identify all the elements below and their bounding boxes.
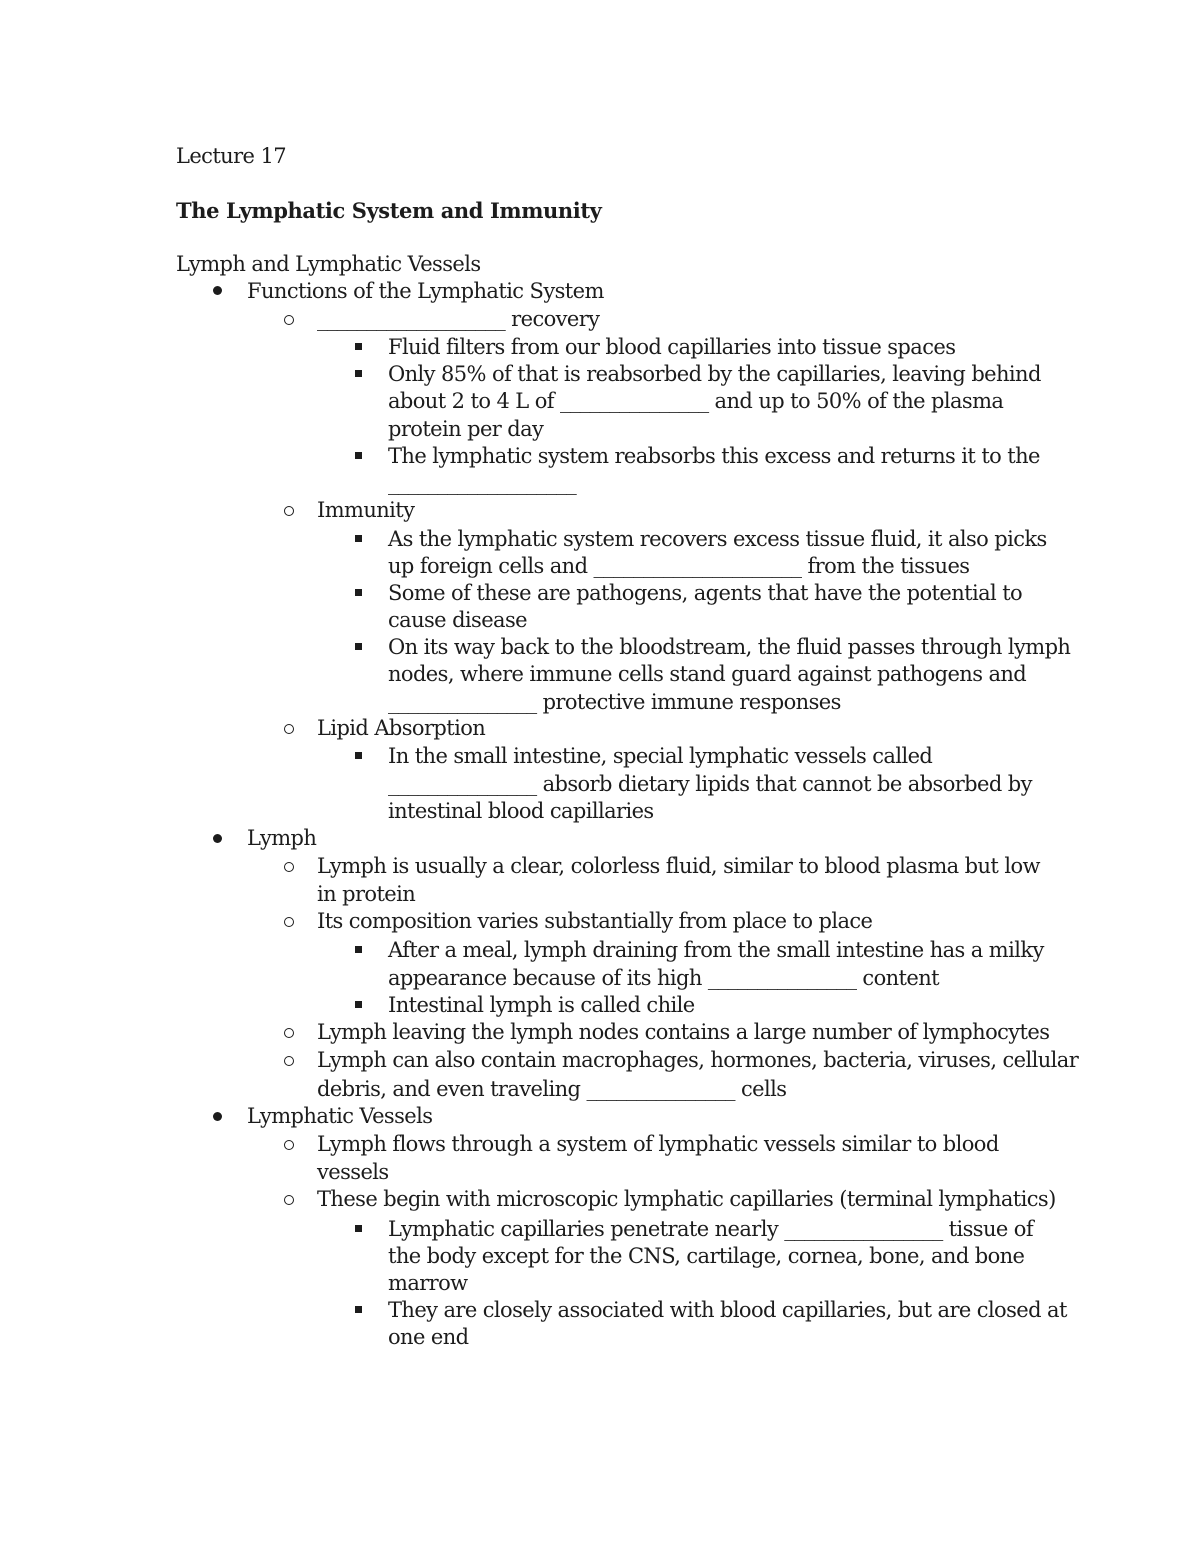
bullet-square-icon [355, 1001, 362, 1008]
bullet-square-icon [355, 343, 362, 350]
bullet-circle-icon [284, 724, 294, 734]
list-item: Lymph leaving the lymph nodes contains a large number of lymphocytes [317, 1020, 1050, 1044]
bullet-circle-icon [284, 506, 294, 516]
list-item-continued: ___________________ [388, 471, 577, 495]
bullet-circle-icon [284, 917, 294, 927]
list-item: After a meal, lymph draining from the small intestine has a milky [388, 938, 1044, 962]
list-item: The lymphatic system reabsorbs this excess and returns it to the [388, 444, 1040, 468]
bullet-square-icon [355, 946, 362, 953]
list-item-continued: intestinal blood capillaries [388, 799, 654, 823]
section-heading: Lymph and Lymphatic Vessels [176, 252, 481, 276]
list-item: Lymph is usually a clear, colorless fluid, similar to blood plasma but low [317, 854, 1040, 878]
list-item-continued: one end [388, 1325, 469, 1349]
list-item-continued: nodes, where immune cells stand guard against pathogens and [388, 662, 1027, 686]
bullet-square-icon [355, 535, 362, 542]
list-item-continued: up foreign cells and _____________________ from the tissues [388, 554, 970, 578]
list-item-continued: _______________ absorb dietary lipids that cannot be absorbed by [388, 772, 1032, 796]
bullet-square-icon [355, 1225, 362, 1232]
functions-heading: Functions of the Lymphatic System [247, 279, 604, 303]
bullet-dot-icon [213, 1112, 222, 1121]
list-item-continued: _______________ protective immune responses [388, 690, 841, 714]
bullet-square-icon [355, 1306, 362, 1313]
list-item: As the lymphatic system recovers excess tissue fluid, it also picks [388, 527, 1047, 551]
bullet-circle-icon [284, 1028, 294, 1038]
list-item-continued: protein per day [388, 417, 544, 441]
bullet-dot-icon [213, 286, 222, 295]
bullet-square-icon [355, 370, 362, 377]
list-item: Fluid filters from our blood capillaries into tissue spaces [388, 335, 956, 359]
bullet-circle-icon [284, 1140, 294, 1150]
bullet-square-icon [355, 589, 362, 596]
bullet-circle-icon [284, 315, 294, 325]
lymphatic-vessels-heading: Lymphatic Vessels [247, 1104, 433, 1128]
document-title: The Lymphatic System and Immunity [176, 198, 602, 223]
list-item: Intestinal lymph is called chile [388, 993, 695, 1017]
bullet-circle-icon [284, 862, 294, 872]
list-item: Lymph flows through a system of lymphatic vessels similar to blood [317, 1132, 999, 1156]
list-item-continued: vessels [317, 1160, 389, 1184]
list-item: In the small intestine, special lymphatic vessels called [388, 744, 933, 768]
list-item-continued: appearance because of its high _______________ content [388, 966, 939, 990]
bullet-circle-icon [284, 1195, 294, 1205]
bullet-circle-icon [284, 1056, 294, 1066]
bullet-square-icon [355, 752, 362, 759]
list-item-continued: in protein [317, 882, 416, 906]
list-item-continued: marrow [388, 1271, 468, 1295]
list-item: Its composition varies substantially from place to place [317, 909, 873, 933]
list-item: They are closely associated with blood capillaries, but are closed at [388, 1298, 1067, 1322]
list-item: Lymph can also contain macrophages, hormones, bacteria, viruses, cellular [317, 1048, 1079, 1072]
list-item: These begin with microscopic lymphatic capillaries (terminal lymphatics) [317, 1187, 1056, 1211]
immunity-heading: Immunity [317, 498, 415, 522]
bullet-square-icon [355, 643, 362, 650]
list-item-continued: the body except for the CNS, cartilage, cornea, bone, and bone [388, 1244, 1025, 1268]
list-item-continued: about 2 to 4 L of _______________ and up to 50% of the plasma [388, 389, 1004, 413]
fluid-recovery-heading: ___________________ recovery [317, 307, 600, 331]
list-item: Lymphatic capillaries penetrate nearly ________________ tissue of [388, 1217, 1034, 1241]
list-item: On its way back to the bloodstream, the fluid passes through lymph [388, 635, 1071, 659]
list-item: Some of these are pathogens, agents that have the potential to [388, 581, 1023, 605]
lipid-absorption-heading: Lipid Absorption [317, 716, 486, 740]
list-item: Only 85% of that is reabsorbed by the capillaries, leaving behind [388, 362, 1041, 386]
bullet-dot-icon [213, 834, 222, 843]
lecture-number: Lecture 17 [176, 144, 286, 168]
list-item-continued: debris, and even traveling _______________ cells [317, 1077, 787, 1101]
lymph-heading: Lymph [247, 826, 317, 850]
list-item-continued: cause disease [388, 608, 527, 632]
bullet-square-icon [355, 452, 362, 459]
